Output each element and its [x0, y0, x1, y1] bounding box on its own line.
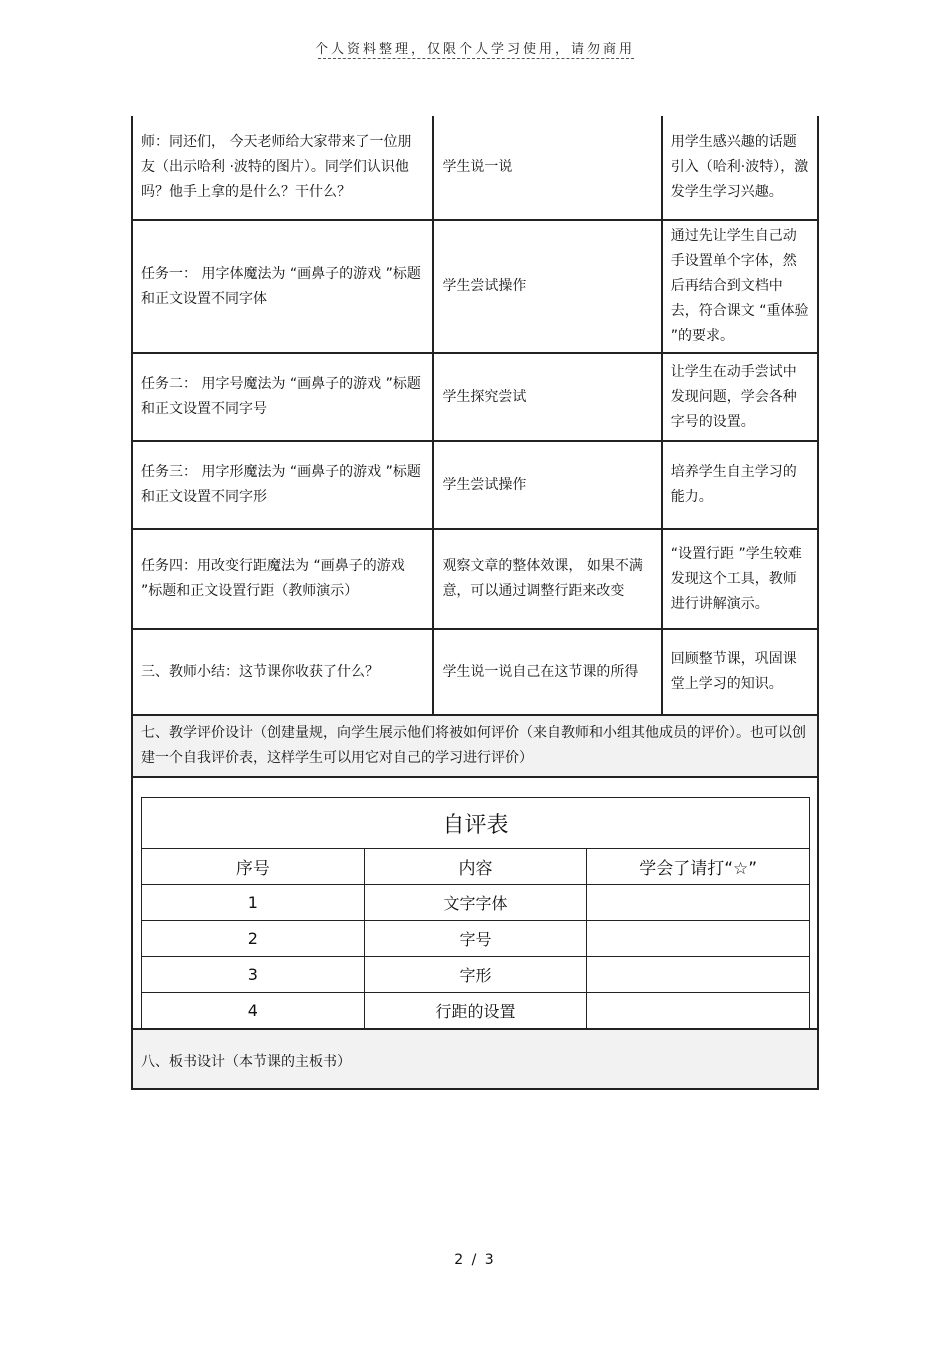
lesson-process-table: [131, 116, 819, 778]
student-activity: 学生说一说: [433, 116, 661, 220]
student-activity: 学生尝试操作: [433, 441, 661, 529]
lesson-row: [132, 529, 818, 629]
teacher-activity: 任务一： 用字体魔法为 “画鼻子的游戏 ”标题和正文设置不同字体: [132, 220, 433, 353]
design-intent: 通过先让学生自己动手设置单个字体，然后再结合到文档中去，符合课文 “重体验 ”的要求。: [662, 220, 818, 353]
col-header-content: 内容: [364, 849, 587, 885]
row-no: 2: [142, 921, 365, 957]
design-intent: 培养学生自主学习的能力。: [662, 441, 818, 529]
row-mark-cell[interactable]: [587, 885, 810, 921]
section-7-row: [132, 715, 818, 777]
row-content: 文字字体: [364, 885, 587, 921]
header-underline: [318, 58, 634, 59]
row-no: 3: [142, 957, 365, 993]
design-intent: 回顾整节课，巩固课堂上学习的知识。: [662, 629, 818, 715]
table-row: [142, 993, 810, 1029]
row-mark-cell[interactable]: [587, 921, 810, 957]
teacher-activity: 三、教师小结：这节课你收获了什么？: [132, 629, 433, 715]
self-eval-title: 自评表: [142, 798, 810, 849]
student-activity: 观察文章的整体效课， 如果不满意，可以通过调整行距来改变: [433, 529, 661, 629]
row-content: 字号: [364, 921, 587, 957]
col-header-mark: 学会了请打“☆”: [587, 849, 810, 885]
row-no: 1: [142, 885, 365, 921]
section-8-row: [131, 1030, 819, 1090]
table-row: [142, 885, 810, 921]
col-header-no: 序号: [142, 849, 365, 885]
table-row: [142, 921, 810, 957]
design-intent: 让学生在动手尝试中发现问题，学会各种字号的设置。: [662, 353, 818, 441]
student-activity: 学生说一说自己在这节课的所得: [433, 629, 661, 715]
student-activity: 学生尝试操作: [433, 220, 661, 353]
design-intent: “设置行距 ”学生较难发现这个工具，教师进行讲解演示。: [662, 529, 818, 629]
design-intent: 用学生感兴趣的话题引入（哈利·波特），激发学生学习兴趣。: [662, 116, 818, 220]
row-mark-cell[interactable]: [587, 957, 810, 993]
lesson-row: [132, 116, 818, 220]
teacher-activity: 师：同还们， 今天老师给大家带来了一位朋友（出示哈利 ·波特的图片）。同学们认识他吗？他手上拿的是什么？干什么？: [132, 116, 433, 220]
lesson-row: [132, 353, 818, 441]
lesson-row: [132, 441, 818, 529]
page-header: 个人资料整理，仅限个人学习使用，请勿商用: [314, 42, 635, 57]
self-eval-header-row: [142, 849, 810, 885]
row-no: 4: [142, 993, 365, 1029]
section-8-text: 八、板书设计（本节课的主板书）: [141, 1054, 351, 1070]
row-mark-cell[interactable]: [587, 993, 810, 1029]
student-activity: 学生探究尝试: [433, 353, 661, 441]
teacher-activity: 任务二： 用字号魔法为 “画鼻子的游戏 ”标题和正文设置不同字号: [132, 353, 433, 441]
self-eval-table: [141, 797, 810, 1029]
teacher-activity: 任务三： 用字形魔法为 “画鼻子的游戏 ”标题和正文设置不同字形: [132, 441, 433, 529]
section-7-text: 七、教学评价设计（创建量规，向学生展示他们将被如何评价（来自教师和小组其他成员的评价）。也可以创建一个自我评价表，这样学生可以用它对自己的学习进行评价）: [132, 715, 818, 777]
teacher-activity: 任务四：用改变行距魔法为 “画鼻子的游戏 ”标题和正文设置行距（教师演示）: [132, 529, 433, 629]
lesson-row: [132, 629, 818, 715]
page-number: 2 / 3: [454, 1252, 496, 1268]
row-content: 行距的设置: [364, 993, 587, 1029]
lesson-row: [132, 220, 818, 353]
table-row: [142, 957, 810, 993]
row-content: 字形: [364, 957, 587, 993]
